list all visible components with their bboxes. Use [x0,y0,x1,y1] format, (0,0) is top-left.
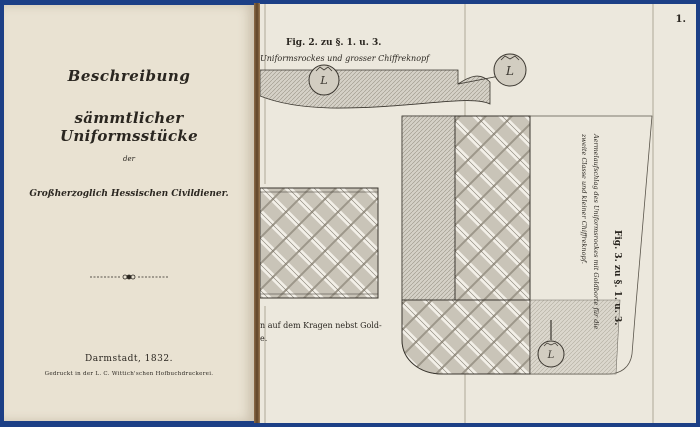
title-line-2: sämmtlicher Uniformsstücke [60,109,198,145]
title-page [4,5,254,421]
ornament-rule-icon [90,273,168,281]
svg-text:L: L [320,74,328,87]
fig3-caption-line-2: zweite Classe und kleiner Chiffreknopf. [580,134,588,264]
uniform-plate-drawing [260,4,696,423]
imprint-city-year: Darmstadt, 1832. [85,354,173,364]
title-line-1: Beschreibung [67,67,191,85]
fig2-label: Fig. 2. zu §. 1. u. 3. [286,38,382,48]
large-cipher-button-icon [309,65,339,95]
collar-caption-continued: e. [260,334,268,343]
page-number: 1. [675,14,686,25]
title-connector: der [123,155,135,163]
svg-text:L: L [506,64,514,78]
plate-page [260,4,696,423]
title-subtitle: Großherzoglich Hessischen Civildiener. [29,189,229,199]
fig2-caption: Uniformsrockes und grosser Chiffreknopf [260,54,430,63]
large-cipher-button-icon [494,54,526,86]
svg-text:L: L [547,350,555,361]
collar-gold-border [260,184,380,306]
collar-caption: n auf dem Kragen nebst Gold- [260,321,382,330]
printer-line: Gedruckt in der L. C. Wittich'schen Hofbuchdruckerei. [44,371,214,377]
fig3-label: Fig. 3. zu §. 1. u. 3. [612,230,622,326]
fig3-caption-line-1: Aermelaufschlag des Uniformsrockes mit Goldborte für die [592,134,600,330]
collar-outline [260,70,510,108]
